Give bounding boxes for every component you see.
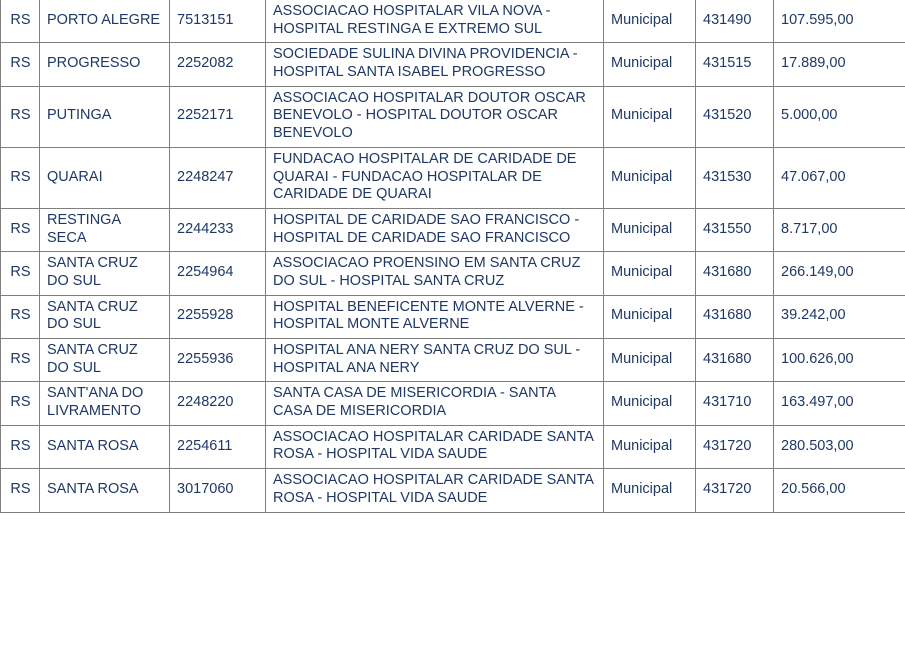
cell-sphere: Municipal (604, 208, 696, 251)
cell-value: 47.067,00 (774, 147, 905, 208)
cell-ibge: 431550 (696, 208, 774, 251)
cell-ibge: 431680 (696, 295, 774, 338)
cell-uf: RS (1, 0, 40, 43)
cell-value: 5.000,00 (774, 86, 905, 147)
cell-value: 107.595,00 (774, 0, 905, 43)
cell-city: QUARAI (40, 147, 170, 208)
cell-ibge: 431710 (696, 382, 774, 425)
cell-ibge: 431520 (696, 86, 774, 147)
cell-ibge: 431490 (696, 0, 774, 43)
cell-value: 8.717,00 (774, 208, 905, 251)
cell-uf: RS (1, 252, 40, 295)
cell-city: PORTO ALEGRE (40, 0, 170, 43)
cell-uf: RS (1, 295, 40, 338)
cell-establishment: ASSOCIACAO HOSPITALAR CARIDADE SANTA ROSA - HOSPITAL VIDA SAUDE (266, 469, 604, 512)
cell-value: 163.497,00 (774, 382, 905, 425)
cell-sphere: Municipal (604, 0, 696, 43)
cell-establishment: ASSOCIACAO HOSPITALAR CARIDADE SANTA ROSA - HOSPITAL VIDA SAUDE (266, 425, 604, 468)
cell-establishment: HOSPITAL DE CARIDADE SAO FRANCISCO - HOSPITAL DE CARIDADE SAO FRANCISCO (266, 208, 604, 251)
table-row (1, 0, 905, 43)
cell-cnes: 2254611 (170, 425, 266, 468)
cell-establishment: SOCIEDADE SULINA DIVINA PROVIDENCIA - HOSPITAL SANTA ISABEL PROGRESSO (266, 43, 604, 86)
cell-cnes: 2255936 (170, 339, 266, 382)
cell-uf: RS (1, 147, 40, 208)
cell-uf: RS (1, 208, 40, 251)
cell-sphere: Municipal (604, 382, 696, 425)
cell-cnes: 2248247 (170, 147, 266, 208)
cell-city: PROGRESSO (40, 43, 170, 86)
cell-uf: RS (1, 86, 40, 147)
cell-cnes: 2244233 (170, 208, 266, 251)
table-row (1, 208, 905, 251)
cell-uf: RS (1, 469, 40, 512)
table-body (1, 0, 905, 512)
cell-establishment: FUNDACAO HOSPITALAR DE CARIDADE DE QUARAI - FUNDACAO HOSPITALAR DE CARIDADE DE QUARAI (266, 147, 604, 208)
cell-city: PUTINGA (40, 86, 170, 147)
cell-uf: RS (1, 43, 40, 86)
cell-value: 280.503,00 (774, 425, 905, 468)
cell-ibge: 431720 (696, 425, 774, 468)
table-row (1, 469, 905, 512)
cell-sphere: Municipal (604, 252, 696, 295)
table-row (1, 295, 905, 338)
cell-city: RESTINGA SECA (40, 208, 170, 251)
cell-ibge: 431720 (696, 469, 774, 512)
cell-establishment: ASSOCIACAO HOSPITALAR VILA NOVA - HOSPITAL RESTINGA E EXTREMO SUL (266, 0, 604, 43)
cell-cnes: 2254964 (170, 252, 266, 295)
cell-sphere: Municipal (604, 339, 696, 382)
cell-sphere: Municipal (604, 469, 696, 512)
cell-city: SANTA CRUZ DO SUL (40, 339, 170, 382)
cell-value: 20.566,00 (774, 469, 905, 512)
cell-value: 39.242,00 (774, 295, 905, 338)
cell-city: SANTA CRUZ DO SUL (40, 252, 170, 295)
cell-ibge: 431515 (696, 43, 774, 86)
cell-value: 17.889,00 (774, 43, 905, 86)
cell-city: SANTA CRUZ DO SUL (40, 295, 170, 338)
cell-city: SANT'ANA DO LIVRAMENTO (40, 382, 170, 425)
cell-sphere: Municipal (604, 86, 696, 147)
cell-cnes: 7513151 (170, 0, 266, 43)
table-row (1, 425, 905, 468)
cell-sphere: Municipal (604, 425, 696, 468)
cell-cnes: 2252082 (170, 43, 266, 86)
cell-sphere: Municipal (604, 147, 696, 208)
table-row (1, 382, 905, 425)
table-row (1, 43, 905, 86)
cell-value: 100.626,00 (774, 339, 905, 382)
cell-cnes: 2252171 (170, 86, 266, 147)
cell-cnes: 2248220 (170, 382, 266, 425)
cell-cnes: 2255928 (170, 295, 266, 338)
table-row (1, 339, 905, 382)
cell-uf: RS (1, 382, 40, 425)
cell-establishment: HOSPITAL ANA NERY SANTA CRUZ DO SUL - HOSPITAL ANA NERY (266, 339, 604, 382)
cell-city: SANTA ROSA (40, 425, 170, 468)
cell-ibge: 431680 (696, 339, 774, 382)
cell-establishment: HOSPITAL BENEFICENTE MONTE ALVERNE - HOSPITAL MONTE ALVERNE (266, 295, 604, 338)
cell-establishment: ASSOCIACAO PROENSINO EM SANTA CRUZ DO SUL - HOSPITAL SANTA CRUZ (266, 252, 604, 295)
cell-sphere: Municipal (604, 43, 696, 86)
table-row (1, 86, 905, 147)
cell-sphere: Municipal (604, 295, 696, 338)
cell-establishment: SANTA CASA DE MISERICORDIA - SANTA CASA DE MISERICORDIA (266, 382, 604, 425)
cell-uf: RS (1, 425, 40, 468)
table-row (1, 147, 905, 208)
cell-establishment: ASSOCIACAO HOSPITALAR DOUTOR OSCAR BENEVOLO - HOSPITAL DOUTOR OSCAR BENEVOLO (266, 86, 604, 147)
cell-uf: RS (1, 339, 40, 382)
cell-city: SANTA ROSA (40, 469, 170, 512)
cell-value: 266.149,00 (774, 252, 905, 295)
table-row (1, 252, 905, 295)
cell-ibge: 431680 (696, 252, 774, 295)
cell-cnes: 3017060 (170, 469, 266, 512)
cell-ibge: 431530 (696, 147, 774, 208)
